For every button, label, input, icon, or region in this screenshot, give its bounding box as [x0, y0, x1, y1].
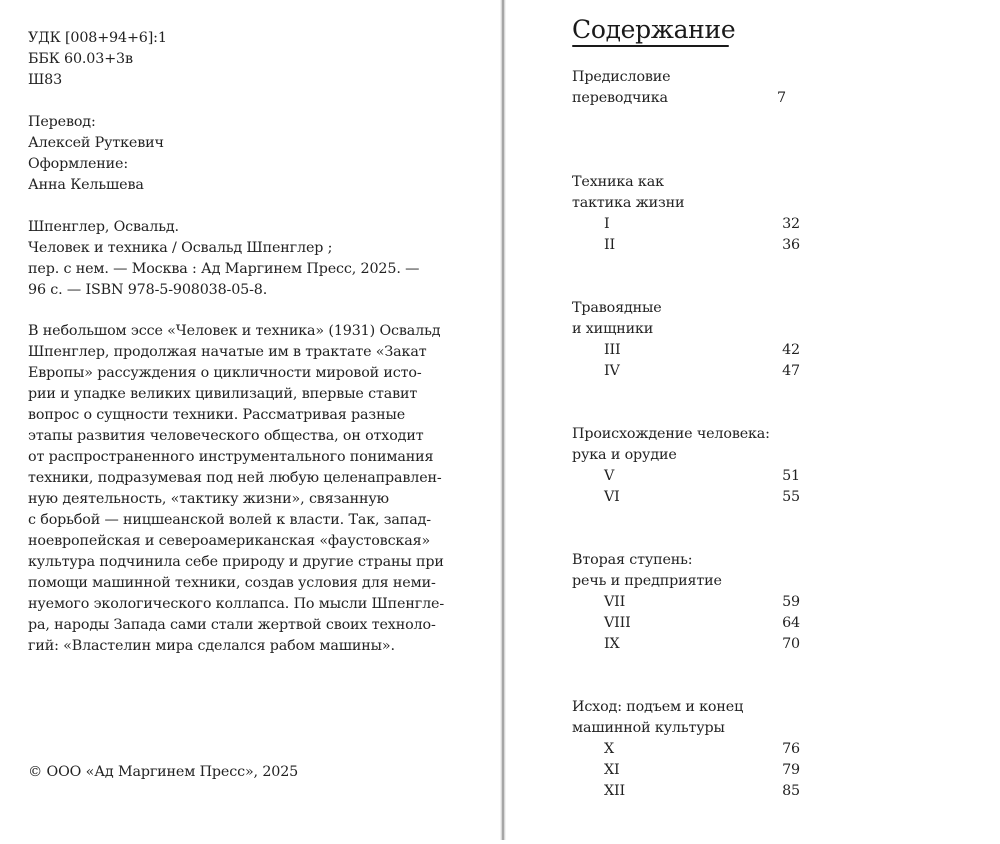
- toc-page-number: 59: [782, 594, 800, 610]
- toc-page-number: 76: [782, 741, 800, 757]
- chapter-number: V: [604, 468, 615, 484]
- toc-heading-line: рука и орудие: [572, 447, 677, 463]
- toc-page-number: 79: [782, 762, 800, 778]
- contents-title: Содержание: [572, 15, 736, 44]
- toc-section: [572, 697, 812, 802]
- toc-page-number: 36: [782, 237, 800, 253]
- annotation-line: рии и упадке великих цивилизаций, впервые ставит: [28, 386, 418, 402]
- table-of-contents: [572, 67, 812, 844]
- toc-section: [572, 550, 812, 655]
- chapter-number: I: [604, 216, 610, 232]
- designer-name: Анна Кельшева: [28, 177, 144, 193]
- toc-heading-line: Исход: подъем и конец: [572, 699, 744, 715]
- chapter-number: III: [604, 342, 621, 358]
- annotation: [28, 321, 444, 657]
- toc-page-number: 55: [782, 489, 800, 505]
- chapter-number: VI: [604, 489, 620, 505]
- annotation-line: Шпенглер, продолжая начатые им в трактате «Закат: [28, 344, 427, 360]
- right-page-contents: [506, 0, 1000, 840]
- toc-heading-line: Вторая ступень:: [572, 552, 693, 568]
- chapter-number: XII: [604, 783, 626, 799]
- chapter-number: IV: [604, 363, 620, 379]
- toc-heading-line: речь и предприятие: [572, 573, 722, 589]
- catalog-record: [28, 217, 419, 301]
- translator-name: Алексей Руткевич: [28, 135, 164, 151]
- annotation-line: гий: «Властелин мира сделался рабом машины».: [28, 638, 395, 654]
- toc-heading-line: Предисловие: [572, 69, 671, 85]
- toc-chapter-row: [572, 634, 812, 655]
- toc-heading-line: машинной культуры: [572, 720, 725, 736]
- toc-heading-line: Травоядные: [572, 300, 662, 316]
- annotation-line: этапы развития человеческого общества, он отходит: [28, 428, 424, 444]
- toc-page-number: 70: [782, 636, 800, 652]
- chapter-number: IX: [604, 636, 620, 652]
- toc-section: [572, 172, 812, 256]
- toc-section: [572, 424, 812, 508]
- toc-heading-line: и хищники: [572, 321, 654, 337]
- toc-heading-line: тактика жизни: [572, 195, 685, 211]
- toc-page-number: 42: [782, 342, 800, 358]
- toc-heading-line: переводчика: [572, 90, 668, 106]
- annotation-line: культура подчинила себе природу и другие страны при: [28, 554, 444, 570]
- toc-chapter-row: [572, 487, 812, 508]
- toc-page-number: 51: [782, 468, 800, 484]
- toc-chapter-row: [572, 781, 812, 802]
- catalog-line: 96 с. — ISBN 978-5-908038-05-8.: [28, 282, 268, 298]
- design-label: Оформление:: [28, 156, 129, 172]
- toc-chapter-row: [572, 235, 812, 256]
- chapter-number: VIII: [604, 615, 631, 631]
- toc-chapter-row: [572, 739, 812, 760]
- catalog-line: Шпенглер, Освальд.: [28, 219, 179, 235]
- toc-page-number: 32: [782, 216, 800, 232]
- catalog-line: пер. с нем. — Москва : Ад Маргинем Пресс, 2025. —: [28, 261, 420, 277]
- toc-chapter-row: [572, 340, 812, 361]
- annotation-line: техники, подразумевая под ней любую целенаправлен-: [28, 470, 442, 486]
- toc-section: [572, 298, 812, 382]
- toc-page-number: 47: [782, 363, 800, 379]
- toc-page-number: 7: [777, 90, 786, 106]
- title-underline: [572, 45, 729, 47]
- toc-chapter-row: [572, 214, 812, 235]
- bbk-code: ББК 60.03+3в: [28, 51, 133, 67]
- toc-page-number: 85: [782, 783, 800, 799]
- credits: [28, 112, 164, 196]
- chapter-number: XI: [604, 762, 620, 778]
- annotation-line: В небольшом эссе «Человек и техника» (1931) Освальд: [28, 323, 441, 339]
- toc-section-preface: [572, 67, 812, 109]
- toc-chapter-row: [572, 466, 812, 487]
- udk-code: УДК [008+94+6]:1: [28, 30, 167, 46]
- annotation-line: от распространенного инструментального понимания: [28, 449, 434, 465]
- chapter-number: VII: [604, 594, 626, 610]
- copyright-notice: © ООО «Ад Маргинем Пресс», 2025: [28, 764, 299, 780]
- toc-chapter-row: [572, 760, 812, 781]
- catalog-line: Человек и техника / Освальд Шпенглер ;: [28, 240, 333, 256]
- translation-label: Перевод:: [28, 114, 96, 130]
- left-page-imprint: [0, 0, 500, 840]
- annotation-line: ноевропейская и североамериканская «фаустовская»: [28, 533, 431, 549]
- chapter-number: X: [604, 741, 615, 757]
- chapter-number: II: [604, 237, 615, 253]
- annotation-line: нуемого экологического коллапса. По мысли Шпенгле-: [28, 596, 444, 612]
- annotation-line: Европы» рассуждения о цикличности мировой исто-: [28, 365, 422, 381]
- toc-chapter-row: [572, 361, 812, 382]
- annotation-line: ра, народы Запада сами стали жертвой своих техноло-: [28, 617, 436, 633]
- toc-chapter-row: [572, 613, 812, 634]
- toc-heading-line: Техника как: [572, 174, 664, 190]
- bibliographic-codes: [28, 28, 167, 91]
- toc-heading-line: Происхождение человека:: [572, 426, 770, 442]
- toc-chapter-row: [572, 592, 812, 613]
- toc-page-number: 64: [782, 615, 800, 631]
- author-mark: Ш83: [28, 72, 63, 88]
- annotation-line: вопрос о сущности техники. Рассматривая разные: [28, 407, 406, 423]
- annotation-line: ную деятельность, «тактику жизни», связанную: [28, 491, 389, 507]
- annotation-line: помощи машинной техники, создав условия для неми-: [28, 575, 436, 591]
- annotation-line: с борьбой — ницшеанской волей к власти. Так, запад-: [28, 512, 431, 528]
